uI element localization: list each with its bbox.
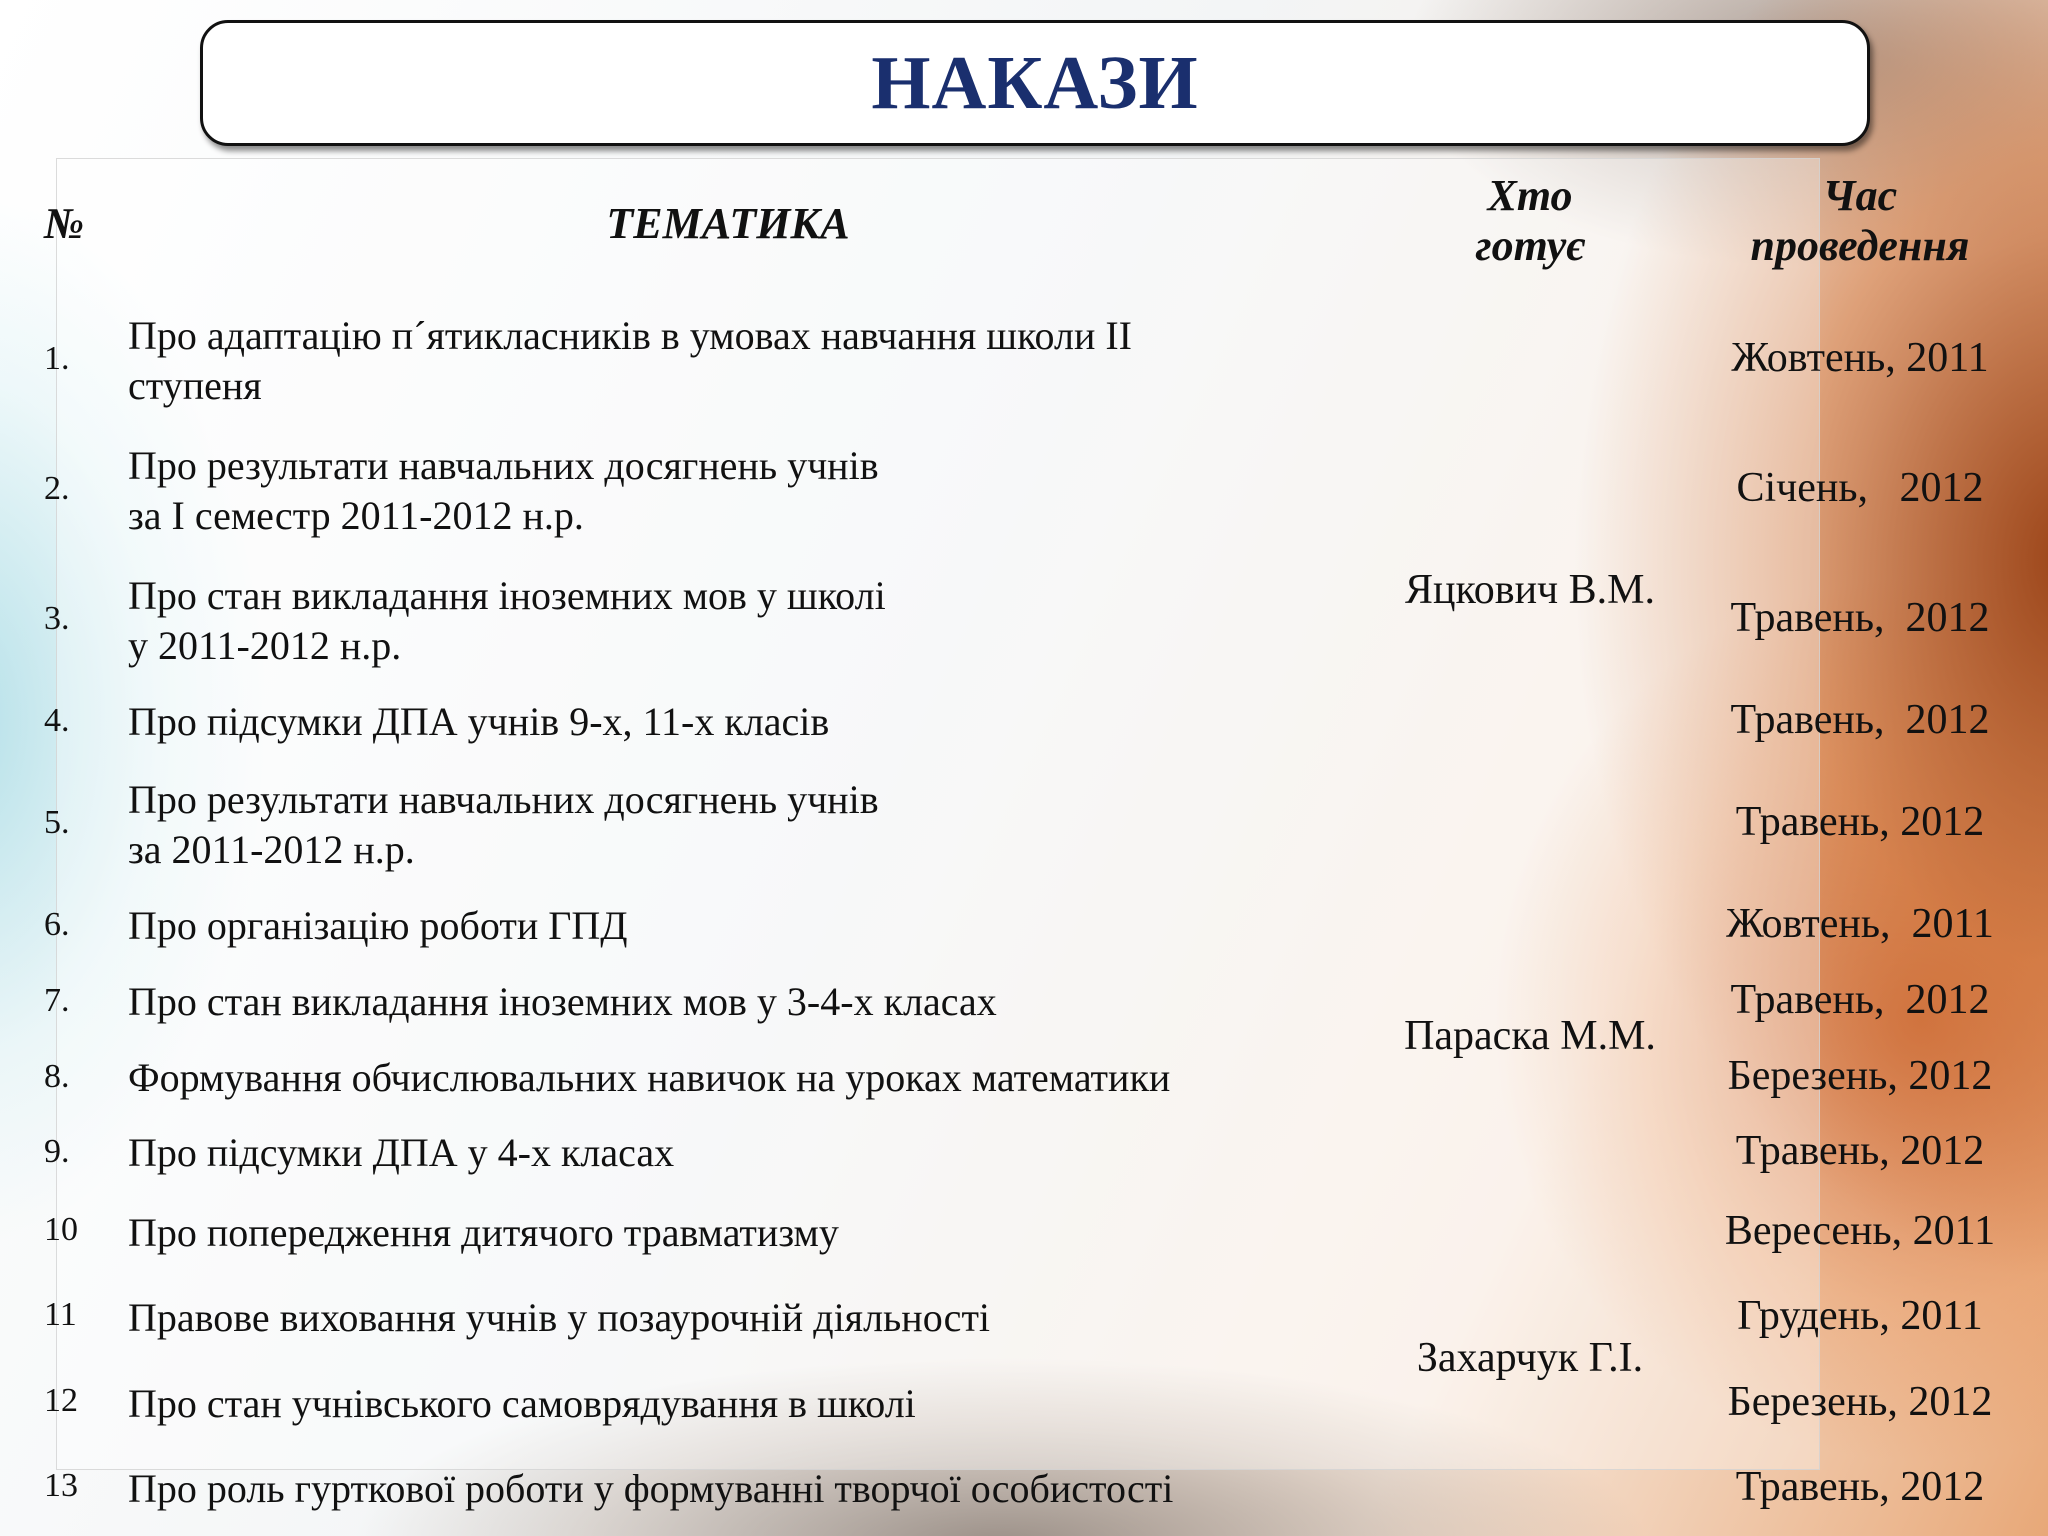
row-time: Вересень, 2011 [1724, 1208, 1996, 1254]
row-topic: Про підсумки ДПА учнів 9-х, 11-х класів [128, 699, 830, 744]
row-number: 4. [44, 702, 70, 739]
row-topic-line1: Про адаптацію п´ятикласників в умовах навчання школи ІІ [128, 313, 1132, 358]
row-time: Січень, 2012 [1736, 465, 1984, 511]
row-topic-line2: за І семестр 2011-2012 н.р. [128, 493, 584, 538]
row-topic-line2: у 2011-2012 н.р. [128, 623, 402, 668]
row-number: 2. [44, 470, 70, 507]
header-time-line1: Час [1822, 171, 1898, 220]
row-number: 8. [44, 1058, 70, 1095]
table-row [0, 1205, 2048, 1265]
row-time: Жовтень, 2011 [1726, 901, 1994, 947]
row-topic [128, 311, 1328, 411]
header-number: № [43, 199, 85, 248]
row-time: Травень, 2012 [1730, 697, 1990, 743]
row-number: 9. [44, 1133, 70, 1170]
table-row [0, 1290, 2048, 1350]
row-number: 6. [44, 906, 70, 943]
responsible-person: Параска М.М. [1404, 1013, 1656, 1059]
row-topic: Про роль гурткової роботи у формуванні творчої особистості [128, 1466, 1174, 1511]
row-topic: Формування обчислювальних навичок на уроках математики [128, 1055, 1171, 1100]
row-topic: Про стан учнівського самоврядування в школі [128, 1381, 916, 1426]
table-row [0, 898, 2048, 958]
table-row [0, 1050, 2048, 1110]
row-number: 11 [44, 1296, 77, 1333]
row-topic: Про організацію роботи ГПД [128, 903, 628, 948]
header-time-line2: проведення [1750, 221, 1970, 270]
table-row [0, 770, 2048, 880]
header-responsible-line1: Хто [1487, 171, 1573, 220]
row-time: Травень, 2012 [1730, 977, 1990, 1023]
row-topic: Правове виховання учнів у позаурочній діяльності [128, 1295, 991, 1340]
header-time [1700, 171, 2020, 271]
row-number: 13 [44, 1467, 78, 1504]
row-topic-line2: за 2011-2012 н.р. [128, 827, 415, 872]
row-number: 5. [44, 804, 70, 841]
table-row [0, 566, 2048, 676]
responsible-person: Яцкович В.М. [1404, 567, 1656, 613]
row-topic-line1: Про результати навчальних досягнень учнів [128, 443, 879, 488]
row-topic-line2: ступеня [128, 363, 262, 408]
row-number: 3. [44, 600, 70, 637]
table-row [0, 436, 2048, 546]
row-time: Травень, 2012 [1735, 1464, 1985, 1510]
header-topic: ТЕМАТИКА [606, 199, 850, 248]
row-time: Жовтень, 2011 [1731, 335, 1989, 381]
row-time: Травень, 2012 [1730, 595, 1990, 641]
page-title: НАКАЗИ [871, 40, 1199, 125]
table-row [0, 1461, 2048, 1521]
row-number: 12 [44, 1382, 78, 1419]
row-topic [128, 441, 1328, 541]
table-row [0, 306, 2048, 416]
row-topic-line1: Про результати навчальних досягнень учнів [128, 777, 879, 822]
table-row [0, 974, 2048, 1034]
table-row [0, 1376, 2048, 1436]
title-banner [200, 20, 1870, 146]
row-number: 1. [44, 340, 70, 377]
header-responsible-line2: готує [1475, 221, 1585, 270]
row-time: Травень, 2012 [1735, 1128, 1985, 1174]
row-topic-line1: Про стан викладання іноземних мов у школі [128, 573, 886, 618]
row-time: Грудень, 2011 [1737, 1293, 1983, 1339]
table-row [0, 1125, 2048, 1185]
row-topic: Про підсумки ДПА у 4-х класах [128, 1130, 675, 1175]
header-responsible [1380, 171, 1680, 271]
table-row [0, 694, 2048, 754]
row-number: 7. [44, 982, 70, 1019]
row-topic [128, 775, 1328, 875]
row-time: Березень, 2012 [1727, 1053, 1993, 1099]
row-topic: Про попередження дитячого травматизму [128, 1210, 839, 1255]
row-number: 10 [44, 1211, 78, 1248]
row-time: Травень, 2012 [1735, 799, 1985, 845]
responsible-person: Захарчук Г.І. [1416, 1335, 1644, 1381]
row-topic [128, 571, 1328, 671]
row-time: Березень, 2012 [1727, 1379, 1993, 1425]
row-topic: Про стан викладання іноземних мов у 3-4-х класах [128, 979, 997, 1024]
